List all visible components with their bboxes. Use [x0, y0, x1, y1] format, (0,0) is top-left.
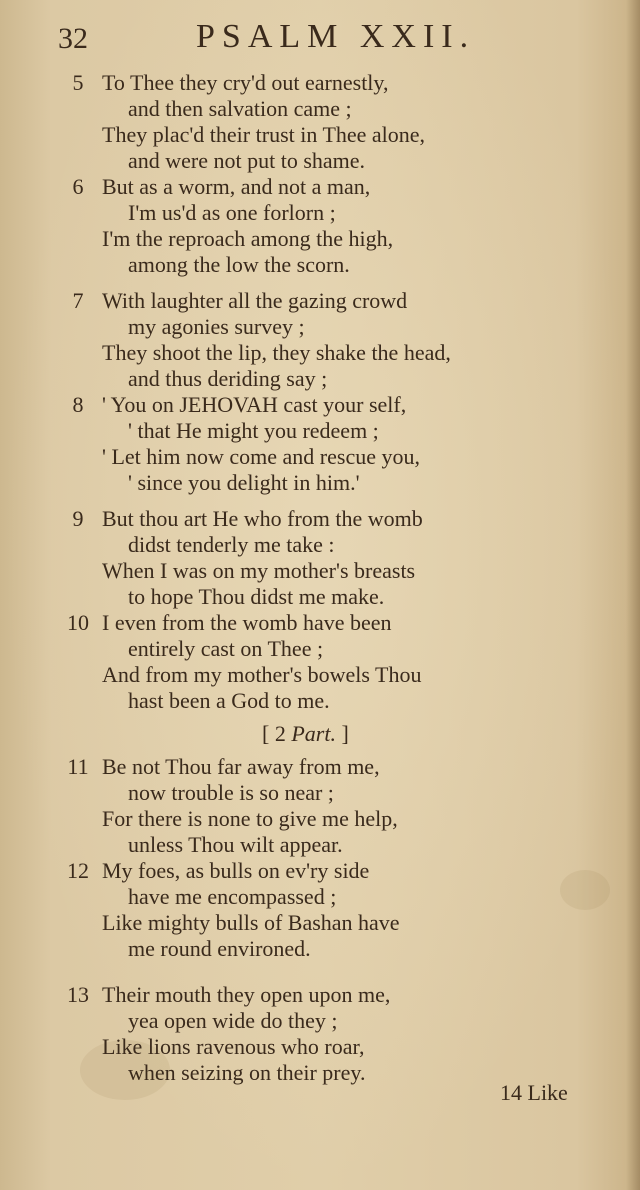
verse-line: When I was on my mother's breasts: [102, 558, 416, 583]
verse-line: I'm the reproach among the high,: [102, 226, 394, 251]
verse-line: Their mouth they open upon me,: [102, 982, 391, 1007]
verse-line: Like mighty bulls of Bashan have: [102, 910, 400, 935]
part-heading-open: [ 2: [262, 721, 286, 746]
running-title: PSALM XXII.: [196, 18, 476, 55]
verse-line: They shoot the lip, they shake the head,: [102, 340, 451, 365]
verse-line: But as a worm, and not a man,: [102, 174, 371, 199]
verse-5: [0, 70, 640, 174]
verse-line: yea open wide do they ;: [128, 1008, 338, 1033]
verse-line: They plac'd their trust in Thee alone,: [102, 122, 426, 147]
verse-13: [0, 982, 640, 1086]
part-heading-label: Part.: [291, 721, 336, 746]
verse-number: 8: [72, 392, 84, 417]
verse-12: [0, 858, 640, 962]
verse-line: But thou art He who from the womb: [102, 506, 423, 531]
verse-line: unless Thou wilt appear.: [128, 832, 343, 857]
verse-number: 9: [72, 506, 84, 531]
verse-line: and were not put to shame.: [128, 148, 366, 173]
verse-10: [0, 610, 640, 714]
verse-number: 13: [67, 982, 89, 1007]
page-number: 32: [58, 22, 88, 55]
verse-line: and thus deriding say ;: [128, 366, 328, 391]
verse-line: And from my mother's bowels Thou: [102, 662, 422, 687]
verse-line: entirely cast on Thee ;: [128, 636, 324, 661]
verse-line: I even from the womb have been: [102, 610, 392, 635]
verse-number: 10: [67, 610, 89, 635]
part-heading-close: ]: [341, 721, 349, 746]
verse-6: [0, 174, 640, 278]
verse-line: ' You on JEHOVAH cast your self,: [102, 392, 407, 417]
verse-line: now trouble is so near ;: [128, 780, 334, 805]
verse-line: To Thee they cry'd out earnestly,: [102, 70, 389, 95]
verse-number: 5: [72, 70, 84, 95]
catchword: 14 Like: [500, 1080, 568, 1105]
verse-line: my agonies survey ;: [128, 314, 305, 339]
verse-8: [0, 392, 640, 496]
verse-line: ' that He might you redeem ;: [128, 418, 379, 443]
psalm-text: [0, 70, 640, 1086]
verse-line: didst tenderly me take :: [128, 532, 335, 557]
verse-number: 12: [67, 858, 89, 883]
verse-7: [0, 288, 640, 392]
verse-line: ' since you delight in him.': [128, 470, 360, 495]
verse-number: 11: [67, 754, 89, 779]
verse-line: For there is none to give me help,: [102, 806, 398, 831]
page-header: [0, 18, 640, 58]
verse-line: among the low the scorn.: [128, 252, 350, 277]
verse-11: [0, 754, 640, 858]
verse-line: My foes, as bulls on ev'ry side: [102, 858, 370, 883]
part-heading: [0, 714, 640, 754]
verse-number: 6: [72, 174, 84, 199]
verse-line: to hope Thou didst me make.: [128, 584, 385, 609]
verse-line: ' Let him now come and rescue you,: [102, 444, 420, 469]
verse-line: Be not Thou far away from me,: [102, 754, 380, 779]
verse-line: Like lions ravenous who roar,: [102, 1034, 365, 1059]
verse-line: I'm us'd as one forlorn ;: [128, 200, 336, 225]
verse-line: and then salvation came ;: [128, 96, 352, 121]
verse-number: 7: [72, 288, 84, 313]
verse-9: [0, 506, 640, 610]
verse-line: have me encompassed ;: [128, 884, 337, 909]
verse-line: when seizing on their prey.: [128, 1060, 366, 1085]
verse-line: hast been a God to me.: [128, 688, 330, 713]
verse-line: With laughter all the gazing crowd: [102, 288, 408, 313]
verse-line: me round environed.: [128, 936, 311, 961]
